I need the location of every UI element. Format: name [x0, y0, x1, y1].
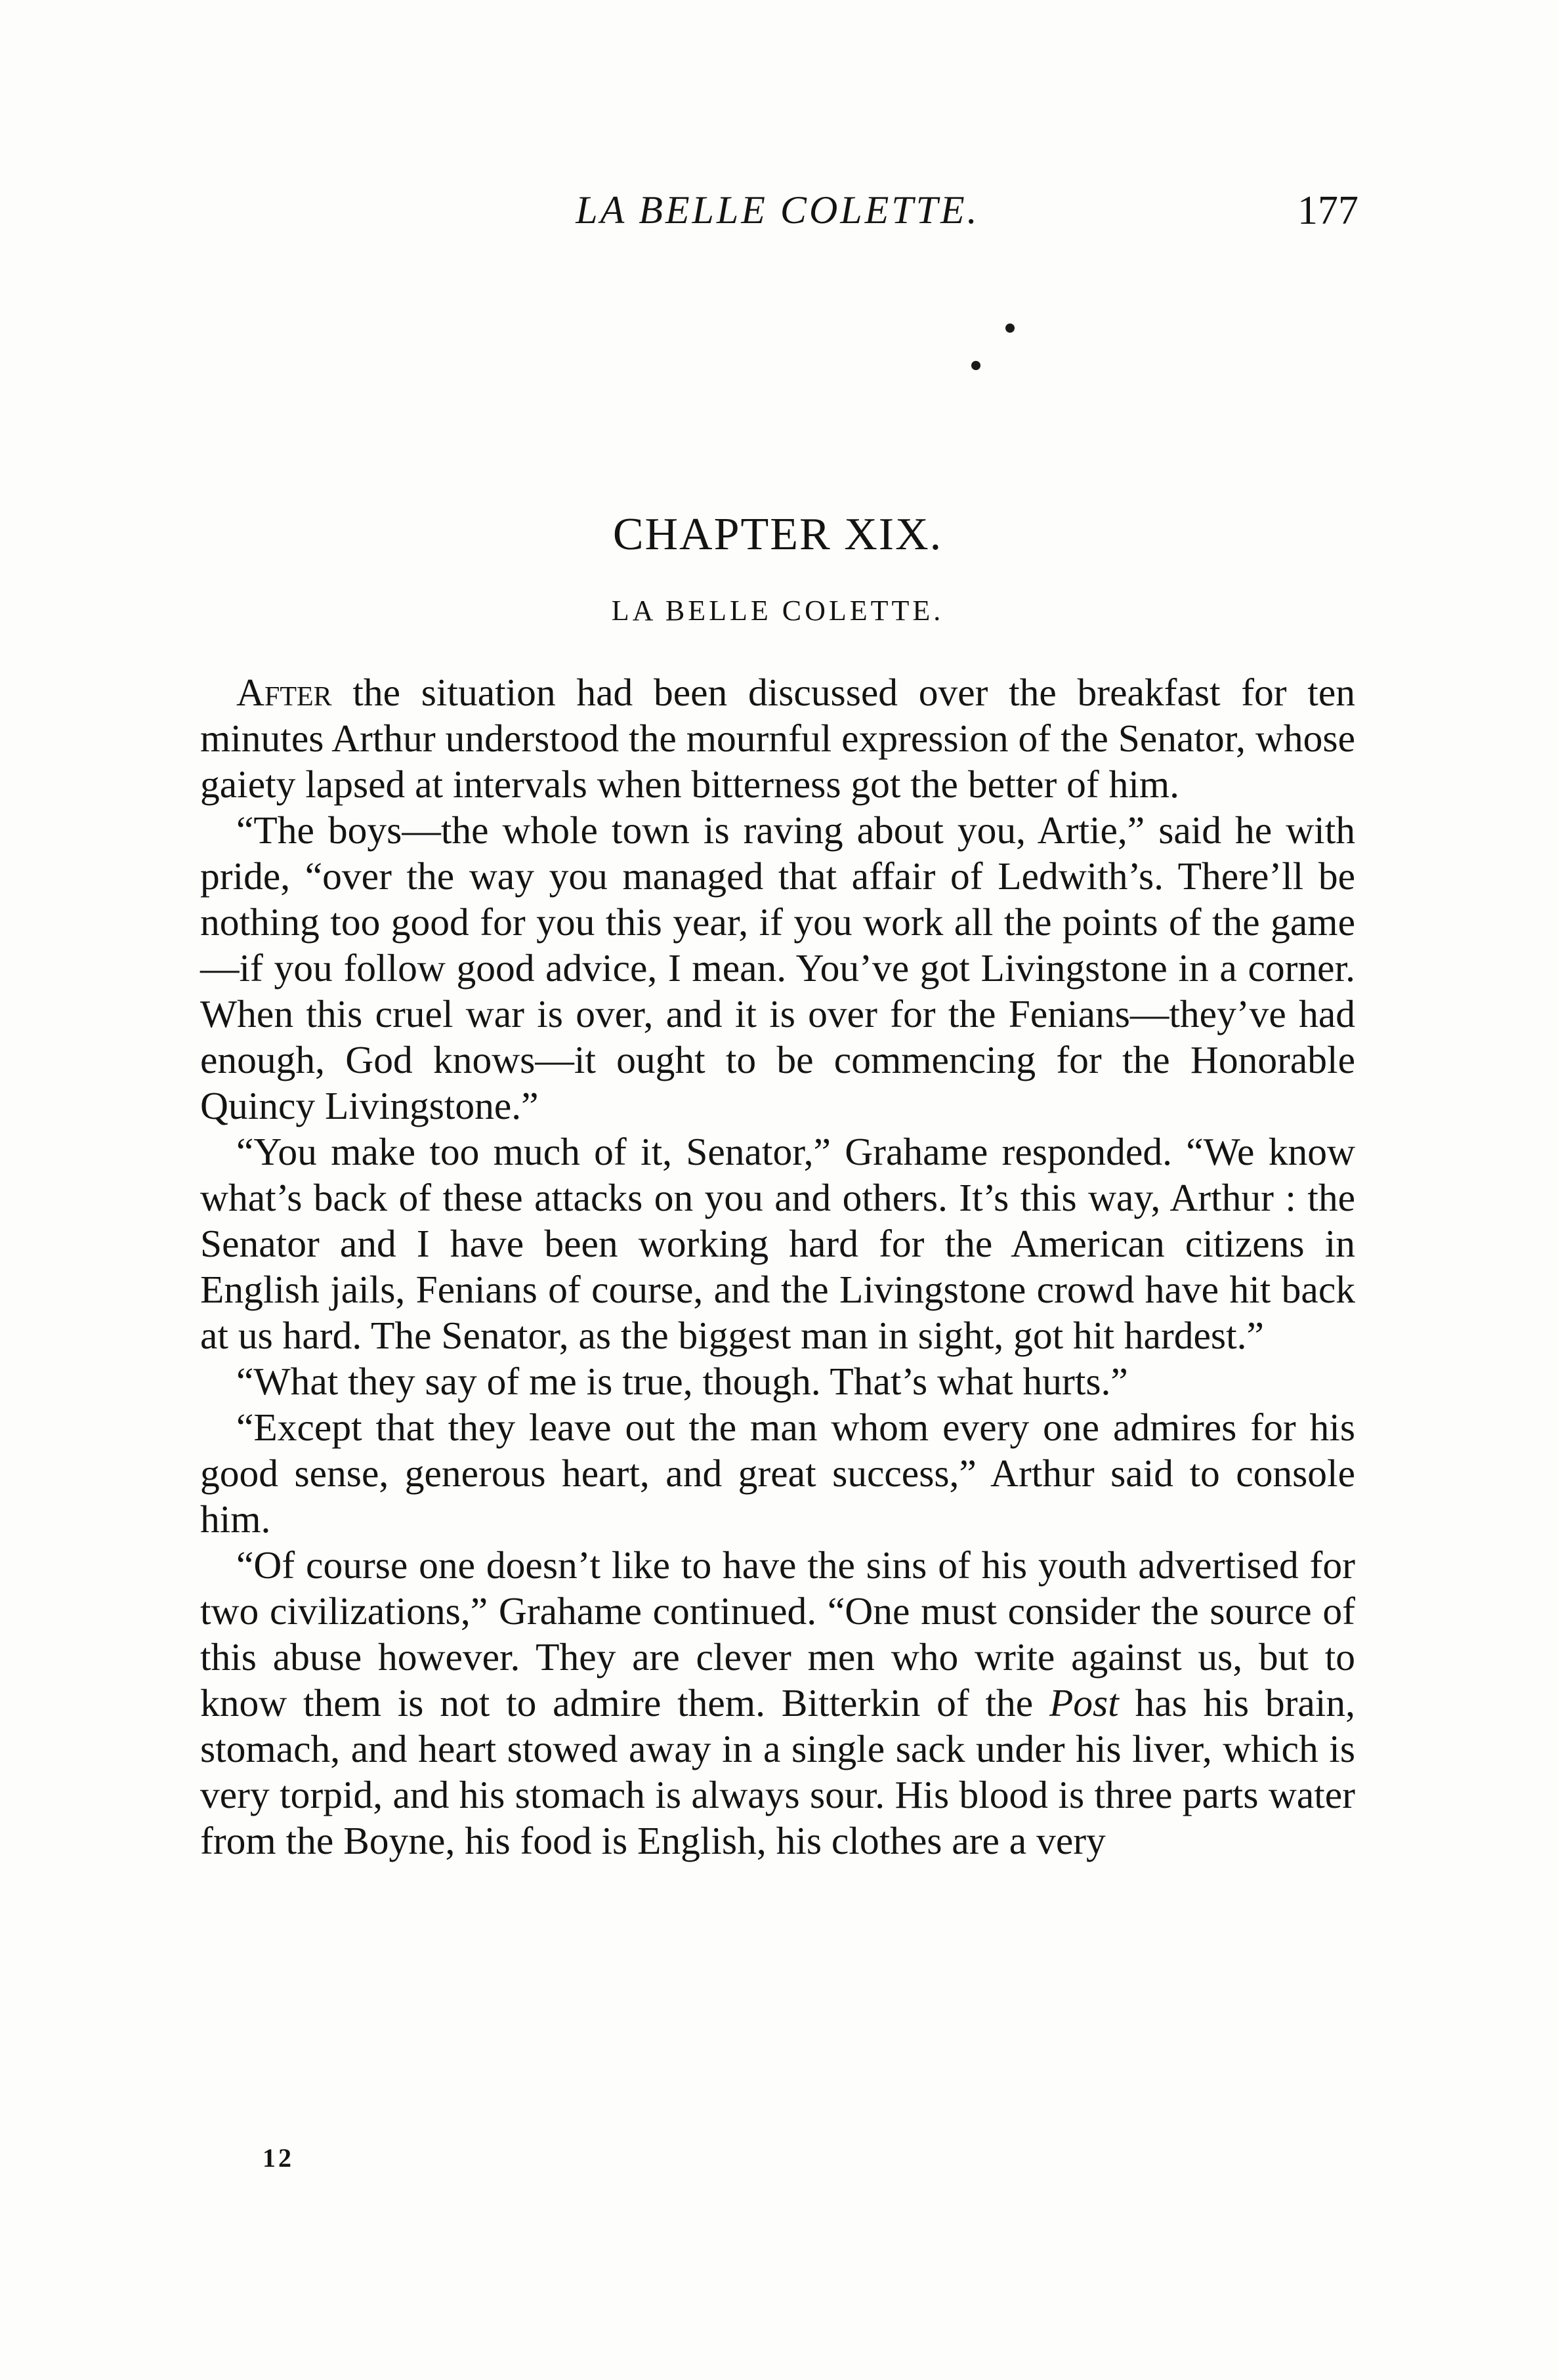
- ornament-dot: [1005, 324, 1015, 333]
- paragraph: [200, 669, 1355, 807]
- paragraph: “Except that they leave out the man whom every one admires for his good sense, generous heart, and great success,” Arthur said to console him.: [200, 1406, 1355, 1541]
- newspaper-title: Post: [1049, 1681, 1119, 1724]
- paragraph-text: has his brain, stomach, and heart stowed away in a single sack under his liver, which is very torpid, and his stomach is always sour. His blood is three parts water from the Boyne, his food is English, his clothes are a very: [200, 1681, 1355, 1862]
- ornament-dot: [971, 361, 980, 370]
- page-number: 177: [1297, 188, 1358, 233]
- paragraph: [200, 1542, 1355, 1864]
- chapter-subtitle: LA BELLE COLETTE.: [611, 595, 944, 627]
- signature-mark: 12: [263, 2143, 294, 2173]
- paragraph: “What they say of me is true, though. That’s what hurts.”: [236, 1360, 1128, 1403]
- body-text: [200, 669, 1355, 1864]
- paragraph-text: the situation had been discussed over the breakfast for ten minutes Arthur understood the mournful expression of the Senator, whose gaiety lapsed at intervals when bitterness got the better of him.: [200, 671, 1355, 806]
- chapter-heading: CHAPTER XIX.: [612, 509, 943, 560]
- paragraph: “The boys—the whole town is raving about you, Artie,” said he with pride, “over the way you managed that affair of Ledwith’s. There’ll be nothing too good for you this year, if you work all the points of the game—if you follow good advice, I mean. You’ve got Livingstone in a corner. When this cruel war is over, and it is over for the Fenians—they’ve had enough, God knows—it ought to be commencing for the Honorable Quincy Livingstone.”: [200, 808, 1355, 1127]
- running-head: [197, 188, 1358, 240]
- paragraph-text: “Of course one doesn’t like to have the sins of his youth advertised for two civilizations,” Grahame continued. “One must consider the source of this abuse however. They are clever men who write against us, but to know them is not to admire them. Bitterkin of the: [200, 1543, 1355, 1724]
- paragraph: “You make too much of it, Senator,” Grahame responded. “We know what’s back of these attacks on you and others. It’s this way, Arthur : the Senator and I have been working hard for the American citizens in English jails, Fenians of course, and the Livingstone crowd have hit back at us hard. The Senator, as the biggest man in sight, got hit hardest.”: [200, 1130, 1355, 1357]
- running-title: LA BELLE COLETTE.: [576, 188, 980, 232]
- drop-lead-word: After: [236, 671, 332, 714]
